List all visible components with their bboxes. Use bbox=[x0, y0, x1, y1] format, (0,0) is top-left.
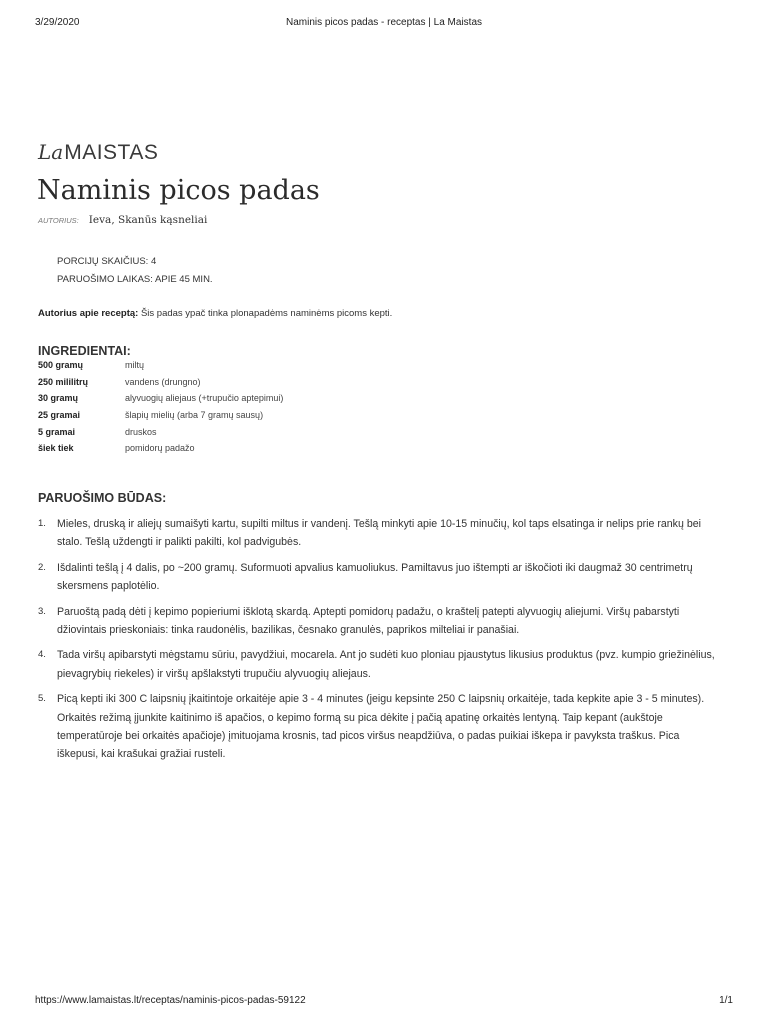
logo-script: La bbox=[38, 140, 64, 164]
ingredient-item: alyvuogių aliejaus (+trupučio aptepimui) bbox=[125, 393, 284, 404]
print-header bbox=[35, 17, 733, 31]
ingredient-item: miltų bbox=[125, 360, 145, 370]
ingredients-list bbox=[38, 360, 538, 460]
ingredient-qty: 250 mililitrų bbox=[38, 376, 89, 387]
print-date: 3/29/2020 bbox=[35, 17, 80, 28]
step-number: 3. bbox=[38, 605, 46, 617]
print-footer bbox=[35, 995, 733, 1009]
step-text: Išdalinti tešlą į 4 dalis, po ~200 gramų. Suformuoti apvalius kamuoliukus. Pamiltavus juo ištempti ar iškočioti iki daugmaž 30 centrimetrų skersmens paplotėlio. bbox=[57, 561, 693, 593]
author-line bbox=[38, 214, 207, 226]
ingredient-row bbox=[38, 427, 538, 444]
about-label: Autorius apie receptą: bbox=[38, 308, 139, 319]
ingredient-row bbox=[38, 360, 538, 377]
step-item bbox=[38, 603, 716, 640]
recipe-meta bbox=[57, 256, 213, 292]
ingredient-item: šlapių mielių (arba 7 gramų sausų) bbox=[125, 410, 264, 421]
ingredient-item: druskos bbox=[125, 426, 157, 437]
step-text: Mieles, druską ir aliejų sumaišyti kartu, supilti miltus ir vandenį. Tešlą minkyti apie 10-15 minučių, kol taps elsatinga ir nelips prie rankų bei stalo. Tešlą uždengti ir palikti pakilti, kol padvigubės. bbox=[57, 518, 701, 549]
step-text: Picą kepti iki 300 C laipsnių įkaitintoje orkaitėje apie 3 - 4 minutes (jeigu kepsinte 250 C laipsnių orkaitėje, tada kepkite apie 3 - 5 minutes). Orkaitės režimą įjunkite kaitinimo iš apačios, o kepimo formą su pica dėkite į pačią apatinę orkaitės lentyną. Taip kepant (aukštoje temperatūroje bei orkaitės apačioje) įmituojama krosnis, tad picos viršus neapdžiūva, o padas puikiai iškepa ir pavyksta traškus. Pica iškepusi, kai krašukai gražiai rusteli. bbox=[57, 693, 705, 761]
steps-list bbox=[38, 515, 716, 771]
ingredient-qty: 5 gramai bbox=[38, 426, 76, 437]
step-number: 2. bbox=[38, 561, 46, 573]
step-text: Paruoštą padą dėti į kepimo popieriumi išklotą skardą. Aptepti pomidorų padažu, o kraštelį patepti alyvuogių aliejumi. Viršų pabarstyti džiovintais prieskoniais: tinka raudonėlis, bazilikas, česnako granulės, paprikos milteliai ir panašiai. bbox=[57, 605, 680, 637]
ingredient-row bbox=[38, 443, 538, 460]
author-label: AUTORIUS: bbox=[38, 216, 79, 225]
step-item bbox=[38, 559, 716, 596]
servings: PORCIJŲ SKAIČIUS: 4 bbox=[57, 256, 157, 267]
ingredient-row bbox=[38, 410, 538, 427]
ingredient-item: pomidorų padažo bbox=[125, 443, 195, 454]
ingredient-item: vandens (drungno) bbox=[125, 376, 201, 387]
step-item bbox=[38, 515, 716, 552]
ingredient-qty: šiek tiek bbox=[38, 443, 74, 454]
ingredient-qty: 500 gramų bbox=[38, 360, 84, 370]
step-number: 4. bbox=[38, 649, 46, 661]
step-text: Tada viršų apibarstyti mėgstamu sūriu, pavydžiui, mocarela. Ant jo sudėti kuo ploniau pjaustytus likusius produktus (pvz. kumpio griežinėlius, pievagrybių riekeles) ir viršų apšlakstyti trupučiu alyvuogių aliejaus. bbox=[57, 649, 715, 680]
ingredient-qty: 25 gramai bbox=[38, 410, 81, 421]
step-item bbox=[38, 690, 716, 764]
recipe-title: Naminis picos padas bbox=[37, 175, 320, 206]
author-about bbox=[38, 308, 392, 319]
author-name[interactable]: Ieva, Skanūs kąsneliai bbox=[88, 214, 208, 226]
site-logo[interactable] bbox=[38, 140, 158, 166]
steps-heading: PARUOŠIMO BŪDAS: bbox=[38, 491, 167, 505]
print-url[interactable]: https://www.lamaistas.lt/receptas/naminis-picos-padas-59122 bbox=[35, 995, 306, 1006]
logo-word: MAISTAS bbox=[64, 141, 159, 164]
step-item bbox=[38, 646, 716, 683]
prep-time: PARUOŠIMO LAIKAS: APIE 45 MIN. bbox=[57, 274, 213, 285]
ingredient-row bbox=[38, 377, 538, 394]
step-number: 5. bbox=[38, 693, 46, 705]
step-number: 1. bbox=[38, 518, 46, 529]
print-page-title: Naminis picos padas - receptas | La Maistas bbox=[285, 17, 482, 28]
about-text: Šis padas ypač tinka plonapadėms naminėms picoms kepti. bbox=[138, 308, 393, 319]
ingredient-row bbox=[38, 393, 538, 410]
page-count: 1/1 bbox=[719, 995, 733, 1006]
ingredients-heading: INGREDIENTAI: bbox=[38, 344, 131, 358]
ingredient-qty: 30 gramų bbox=[38, 393, 79, 404]
